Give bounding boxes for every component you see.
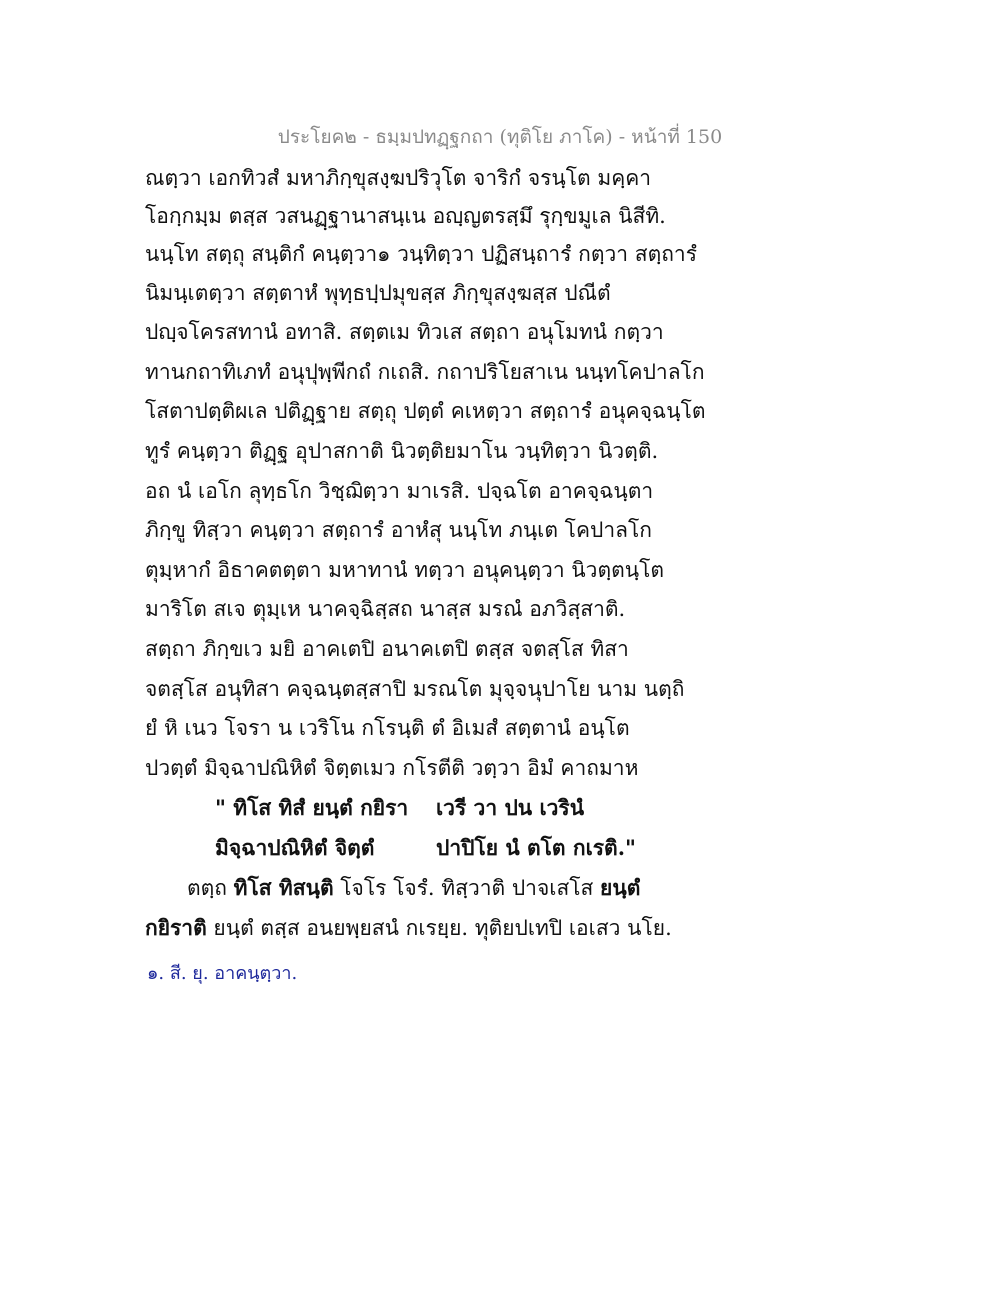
body-line-11: ตุมฺหากํ อิธาคตตฺตา มหาทานํ ทตฺวา อนุคนฺตฺวา นิวตฺตนฺโต <box>145 558 665 582</box>
body-line-13: สตฺถา ภิกฺขเว มยิ อาคเตปิ อนาคเตปิ ตสฺส จตสฺโส ทิสา <box>145 637 629 661</box>
commentary-line-1-c: โจโร โจรํ. ทิสฺวาติ ปาจเสโส <box>333 876 601 900</box>
body-line-15: ยํ หิ เนว โจรา น เวริโน กโรนฺติ ตํ อิเมสํ สตฺตานํ อนฺโต <box>145 716 630 740</box>
body-line-12: มาริโต สเจ ตุมฺเห นาคจฺฉิสฺสถ นาสฺส มรณํ อภวิสฺสาติ. <box>145 597 626 621</box>
page-header <box>0 122 1000 152</box>
body-line-8: ทูรํ คนฺตฺวา ติฏฺฐ อุปาสกาติ นิวตฺติยมาโน วนฺทิตฺวา นิวตฺติ. <box>145 439 659 463</box>
body-line-14: จตสฺโส อนุทิสา คจฺฉนฺตสฺสาปิ มรณโต มุจฺจนุปาโย นาม นตฺถิ <box>145 677 685 701</box>
commentary-line-2-b: ยนฺตํ ตสฺส อนยพฺยสนํ กเรยฺย. ทุติยปเทปิ เอเสว นโย. <box>206 916 672 940</box>
body-line-9: อถ นํ เอโก ลุทฺธโก วิชฺฌิตฺวา มาเรสิ. ปจฺฉโต อาคจฺฉนฺตา <box>145 479 654 503</box>
footnote: ๑. สี. ยุ. อาคนฺตฺวา. <box>147 963 298 984</box>
commentary-line-1 <box>187 874 640 902</box>
body-line-16: ปวตฺตํ มิจฺฉาปณิหิตํ จิตฺตเมว กโรตีติ วตฺวา อิมํ คาถมาห <box>145 756 639 780</box>
verse-row1-left: " ทิโส ทิสํ ยนฺตํ กยิรา <box>215 795 409 820</box>
body-line-3: นนฺโท สตฺถุ สนฺติกํ คนฺตฺวา๑ วนฺทิตฺวา ปฏิสนฺถารํ กตฺวา สตฺถารํ <box>145 242 697 266</box>
body-line-1: ณตฺวา เอกทิวสํ มหาภิกฺขุสงฺฆปริวุโต จาริกํ จรนฺโต มคฺคา <box>145 166 652 190</box>
verse-row2-right: ปาปิโย นํ ตโต กเรติ." <box>436 835 636 860</box>
page-header-text: ประโยค๒ - ธมฺมปทฏฺฐกถา (ทุติโย ภาโค) - หน้าที่ 150 <box>277 126 723 148</box>
verse-row1-right: เวรี วา ปน เวรินํ <box>436 795 585 820</box>
commentary-line-1-a: ตตฺถ <box>187 876 234 900</box>
commentary-line-2 <box>145 914 672 942</box>
body-line-5: ปญฺจโครสทานํ อทาสิ. สตฺตเม ทิวเส สตฺถา อนุโมทนํ กตฺวา <box>145 320 664 344</box>
body-line-7: โสตาปตฺติผเล ปติฏฺฐาย สตฺถุ ปตฺตํ คเหตฺวา สตฺถารํ อนุคจฺฉนฺโต <box>145 399 706 423</box>
commentary-keyword-2: ยนฺตํ <box>600 875 641 900</box>
body-line-4: นิมนฺเตตฺวา สตฺตาหํ พุทฺธปฺปมุขสฺส ภิกฺขุสงฺฆสฺส ปณีตํ <box>145 281 611 305</box>
verse-row2-left: มิจฺฉาปณิหิตํ จิตฺตํ <box>215 835 375 860</box>
commentary-keyword-1: ทิโส ทิสนฺติ <box>233 875 334 900</box>
body-line-6: ทานกถาทิเภทํ อนุปุพฺพีกถํ กเถสิ. กถาปริโยสาเน นนฺทโคปาลโก <box>145 360 705 384</box>
body-line-10: ภิกฺขู ทิสฺวา คนฺตฺวา สตฺถารํ อาหํสุ นนฺโท ภนฺเต โคปาลโก <box>145 518 652 542</box>
commentary-keyword-3: กยิราติ <box>145 915 207 940</box>
body-line-2: โอกฺกมฺม ตสฺส วสนฏฺฐานาสนฺเน อญฺญตรสฺมึ รุกฺขมูเล นิสีทิ. <box>145 204 666 228</box>
